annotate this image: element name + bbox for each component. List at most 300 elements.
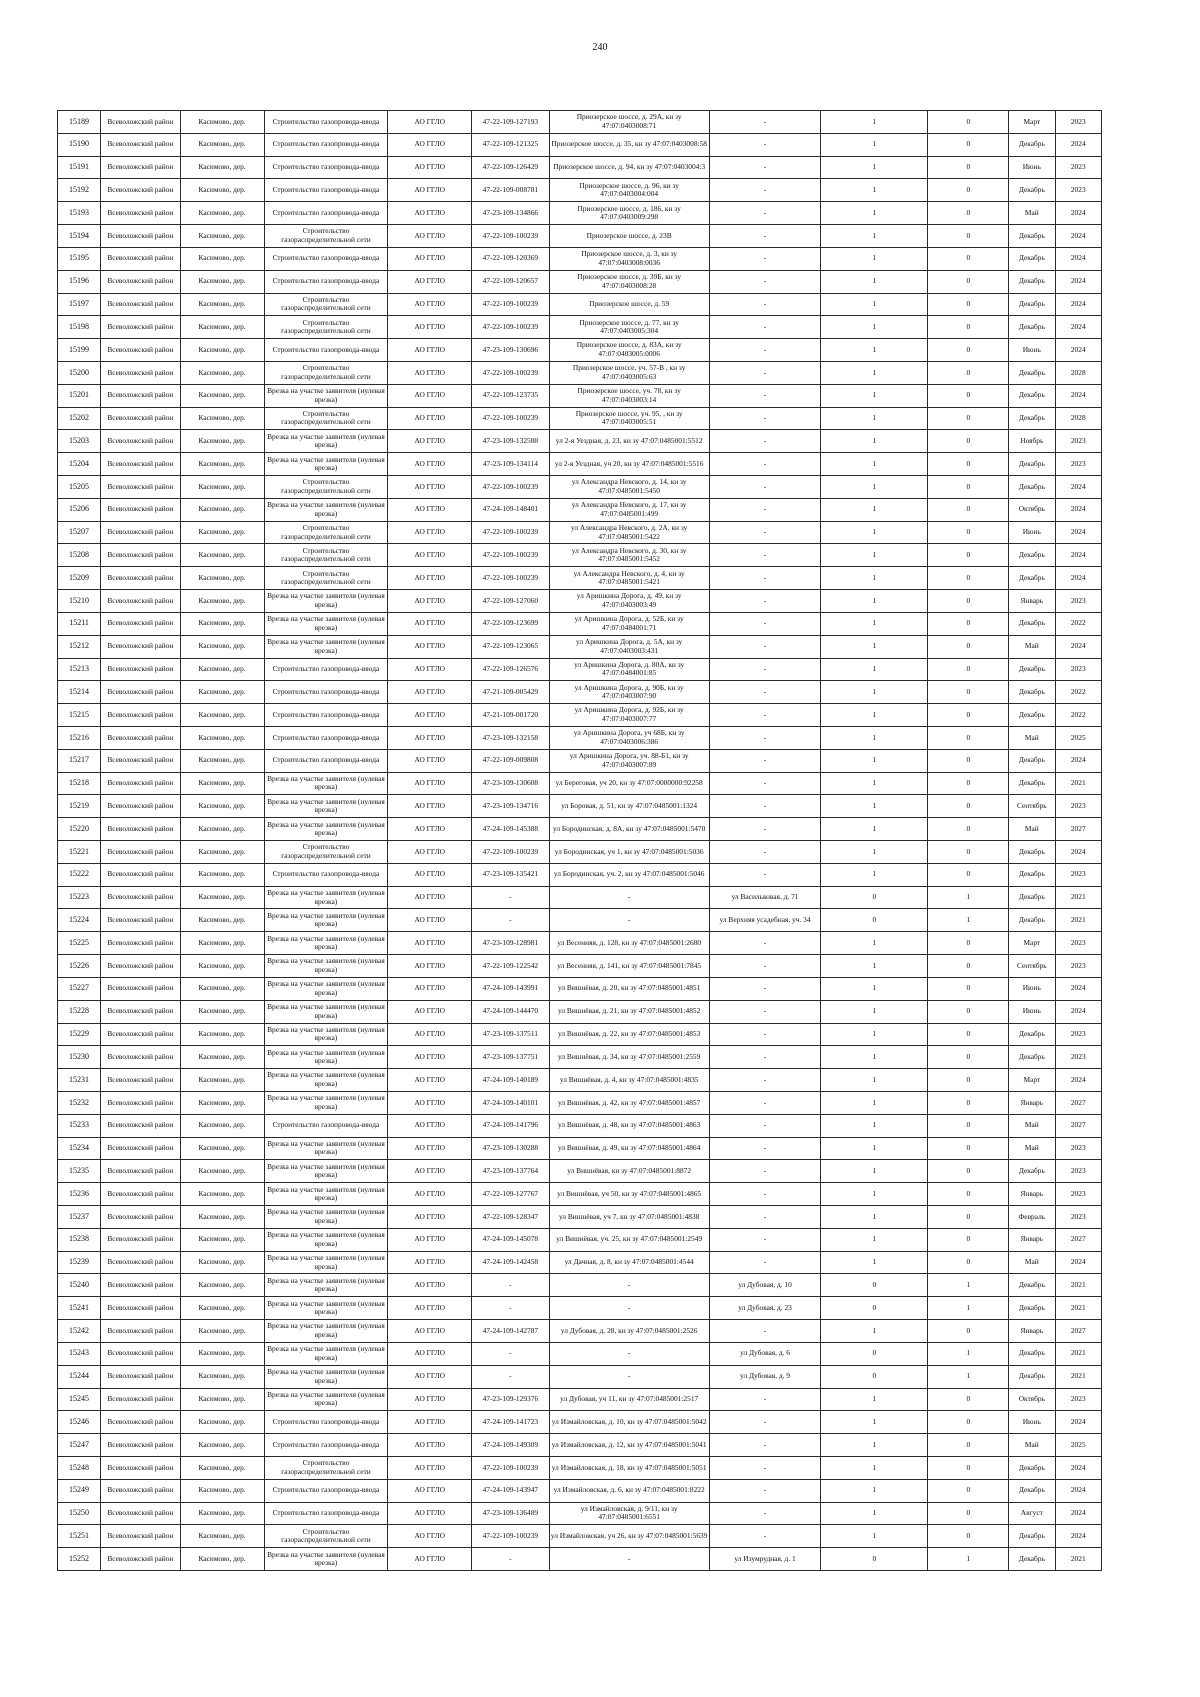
contract-number-cell: 47-22-109-100239: [472, 316, 549, 339]
contract-number-cell: 47-24-109-145388: [472, 818, 549, 841]
contract-number-cell: 47-22-109-126576: [472, 658, 549, 681]
address-cell: -: [709, 225, 821, 248]
address-cell: -: [709, 111, 821, 134]
year-cell: 2023: [1055, 1183, 1101, 1206]
year-cell: 2024: [1055, 384, 1101, 407]
address-cell: -: [709, 430, 821, 453]
settlement-cell: Касимово, дер.: [180, 156, 264, 179]
count-a-cell: 1: [821, 863, 928, 886]
address-cadastral-cell: -: [549, 1365, 709, 1388]
address-cell: -: [709, 1114, 821, 1137]
organization-cell: АО ГГЛО: [388, 726, 472, 749]
count-b-cell: 1: [928, 886, 1009, 909]
contract-number-cell: 47-22-109-100239: [472, 544, 549, 567]
district-cell: Всеволожский район: [101, 635, 181, 658]
count-b-cell: 0: [928, 1023, 1009, 1046]
contract-number-cell: 47-23-109-134114: [472, 453, 549, 476]
month-cell: Январь: [1009, 1091, 1055, 1114]
address-cell: -: [709, 955, 821, 978]
month-cell: Декабрь: [1009, 1023, 1055, 1046]
address-cell: -: [709, 247, 821, 270]
settlement-cell: Касимово, дер.: [180, 1183, 264, 1206]
address-cell: -: [709, 316, 821, 339]
address-cell: -: [709, 476, 821, 499]
settlement-cell: Касимово, дер.: [180, 339, 264, 362]
address-cadastral-cell: Приозерское шоссе, д. 83А, кн зу 47:07:0403005:0006: [549, 339, 709, 362]
count-b-cell: 0: [928, 225, 1009, 248]
contract-number-cell: 47-22-109-009808: [472, 749, 549, 772]
work-type-cell: Строительство газопровода-ввода: [264, 1479, 388, 1502]
work-type-cell: Врезка на участке заявителя (нулевая врезка): [264, 1206, 388, 1229]
work-type-cell: Врезка на участке заявителя (нулевая врезка): [264, 1388, 388, 1411]
year-cell: 2023: [1055, 111, 1101, 134]
district-cell: Всеволожский район: [101, 772, 181, 795]
settlement-cell: Касимово, дер.: [180, 1228, 264, 1251]
year-cell: 2023: [1055, 1023, 1101, 1046]
count-b-cell: 0: [928, 133, 1009, 156]
address-cadastral-cell: ул Аришкина Дорога, д. 80А, кн зу 47:07:0484001:85: [549, 658, 709, 681]
address-cadastral-cell: ул Александра Невского, д. 4, кн зу 47:07:0485001:5421: [549, 567, 709, 590]
district-cell: Всеволожский район: [101, 453, 181, 476]
year-cell: 2023: [1055, 1206, 1101, 1229]
year-cell: 2024: [1055, 521, 1101, 544]
organization-cell: АО ГГЛО: [388, 658, 472, 681]
organization-cell: АО ГГЛО: [388, 1069, 472, 1092]
address-cadastral-cell: ул Измайловская, д. 18, кн зу 47:07:0485001:5051: [549, 1456, 709, 1479]
count-b-cell: 0: [928, 1525, 1009, 1548]
row-number: 15205: [58, 476, 101, 499]
month-cell: Декабрь: [1009, 681, 1055, 704]
year-cell: 2024: [1055, 247, 1101, 270]
organization-cell: АО ГГЛО: [388, 133, 472, 156]
settlement-cell: Касимово, дер.: [180, 795, 264, 818]
district-cell: Всеволожский район: [101, 1502, 181, 1525]
contract-number-cell: 47-22-109-100239: [472, 407, 549, 430]
row-number: 15251: [58, 1525, 101, 1548]
count-a-cell: 1: [821, 818, 928, 841]
contract-number-cell: 47-22-109-127193: [472, 111, 549, 134]
count-a-cell: 1: [821, 544, 928, 567]
count-b-cell: 0: [928, 590, 1009, 613]
row-number: 15222: [58, 863, 101, 886]
organization-cell: АО ГГЛО: [388, 361, 472, 384]
district-cell: Всеволожский район: [101, 316, 181, 339]
address-cell: -: [709, 1183, 821, 1206]
address-cadastral-cell: -: [549, 1274, 709, 1297]
year-cell: 2021: [1055, 1274, 1101, 1297]
district-cell: Всеволожский район: [101, 1411, 181, 1434]
address-cell: -: [709, 339, 821, 362]
month-cell: Декабрь: [1009, 749, 1055, 772]
settlement-cell: Касимово, дер.: [180, 909, 264, 932]
district-cell: Всеволожский район: [101, 1046, 181, 1069]
settlement-cell: Касимово, дер.: [180, 498, 264, 521]
contract-number-cell: 47-23-109-132158: [472, 726, 549, 749]
settlement-cell: Касимово, дер.: [180, 316, 264, 339]
district-cell: Всеволожский район: [101, 1320, 181, 1343]
row-number: 15239: [58, 1251, 101, 1274]
count-b-cell: 0: [928, 1228, 1009, 1251]
row-number: 15209: [58, 567, 101, 590]
contract-number-cell: 47-24-109-141796: [472, 1114, 549, 1137]
work-type-cell: Врезка на участке заявителя (нулевая врезка): [264, 1320, 388, 1343]
table-row: [58, 1365, 1102, 1388]
table-row: [58, 270, 1102, 293]
count-a-cell: 1: [821, 111, 928, 134]
district-cell: Всеволожский район: [101, 179, 181, 202]
month-cell: Декабрь: [1009, 658, 1055, 681]
work-type-cell: Строительство газораспределительной сети: [264, 544, 388, 567]
work-type-cell: Строительство газопровода-ввода: [264, 179, 388, 202]
organization-cell: АО ГГЛО: [388, 202, 472, 225]
address-cell: -: [709, 156, 821, 179]
table-row: [58, 681, 1102, 704]
count-b-cell: 0: [928, 1388, 1009, 1411]
work-type-cell: Строительство газопровода-ввода: [264, 202, 388, 225]
settlement-cell: Касимово, дер.: [180, 453, 264, 476]
district-cell: Всеволожский район: [101, 202, 181, 225]
row-number: 15215: [58, 704, 101, 727]
count-a-cell: 1: [821, 133, 928, 156]
year-cell: 2023: [1055, 430, 1101, 453]
count-a-cell: 1: [821, 1434, 928, 1457]
count-a-cell: 0: [821, 1342, 928, 1365]
district-cell: Всеволожский район: [101, 407, 181, 430]
contract-number-cell: 47-22-109-126429: [472, 156, 549, 179]
settlement-cell: Касимово, дер.: [180, 1411, 264, 1434]
count-a-cell: 1: [821, 270, 928, 293]
contract-number-cell: 47-23-109-137764: [472, 1160, 549, 1183]
contract-number-cell: 47-23-109-129376: [472, 1388, 549, 1411]
contract-number-cell: 47-22-109-100239: [472, 521, 549, 544]
table-row: [58, 498, 1102, 521]
settlement-cell: Касимово, дер.: [180, 681, 264, 704]
row-number: 15227: [58, 977, 101, 1000]
organization-cell: АО ГГЛО: [388, 521, 472, 544]
settlement-cell: Касимово, дер.: [180, 1274, 264, 1297]
year-cell: 2023: [1055, 932, 1101, 955]
contract-number-cell: 47-23-109-135421: [472, 863, 549, 886]
address-cadastral-cell: -: [549, 1342, 709, 1365]
count-b-cell: 0: [928, 841, 1009, 864]
contract-number-cell: 47-24-109-148401: [472, 498, 549, 521]
address-cadastral-cell: Приозерское шоссе, д. 96, кн зу 47:07:0403004:004: [549, 179, 709, 202]
count-a-cell: 1: [821, 179, 928, 202]
work-type-cell: Врезка на участке заявителя (нулевая врезка): [264, 635, 388, 658]
organization-cell: АО ГГЛО: [388, 749, 472, 772]
row-number: 15240: [58, 1274, 101, 1297]
year-cell: 2027: [1055, 1320, 1101, 1343]
year-cell: 2024: [1055, 1411, 1101, 1434]
work-type-cell: Строительство газораспределительной сети: [264, 567, 388, 590]
work-type-cell: Врезка на участке заявителя (нулевая врезка): [264, 886, 388, 909]
work-type-cell: Врезка на участке заявителя (нулевая врезка): [264, 1091, 388, 1114]
address-cadastral-cell: -: [549, 886, 709, 909]
month-cell: Декабрь: [1009, 1479, 1055, 1502]
organization-cell: АО ГГЛО: [388, 704, 472, 727]
table-row: [58, 476, 1102, 499]
row-number: 15204: [58, 453, 101, 476]
row-number: 15235: [58, 1160, 101, 1183]
count-a-cell: 1: [821, 567, 928, 590]
table-row: [58, 247, 1102, 270]
count-b-cell: 0: [928, 179, 1009, 202]
work-type-cell: Врезка на участке заявителя (нулевая врезка): [264, 1160, 388, 1183]
contract-number-cell: 47-21-109-005429: [472, 681, 549, 704]
month-cell: Декабрь: [1009, 225, 1055, 248]
year-cell: 2024: [1055, 1069, 1101, 1092]
settlement-cell: Касимово, дер.: [180, 430, 264, 453]
settlement-cell: Касимово, дер.: [180, 1069, 264, 1092]
contract-number-cell: 47-22-109-120657: [472, 270, 549, 293]
row-number: 15237: [58, 1206, 101, 1229]
address-cell: -: [709, 179, 821, 202]
district-cell: Всеволожский район: [101, 498, 181, 521]
district-cell: Всеволожский район: [101, 247, 181, 270]
address-cell: ул Дубовая, д. 23: [709, 1297, 821, 1320]
count-a-cell: 1: [821, 430, 928, 453]
address-cadastral-cell: ул Бородинская, уч. 2, кн зу 47:07:0485001:5046: [549, 863, 709, 886]
work-type-cell: Врезка на участке заявителя (нулевая врезка): [264, 1342, 388, 1365]
address-cell: -: [709, 658, 821, 681]
count-a-cell: 1: [821, 384, 928, 407]
address-cell: -: [709, 133, 821, 156]
count-a-cell: 1: [821, 932, 928, 955]
address-cadastral-cell: ул Весенняя, д. 128, кн зу 47:07:0485001:2680: [549, 932, 709, 955]
year-cell: 2021: [1055, 1342, 1101, 1365]
year-cell: 2023: [1055, 1137, 1101, 1160]
address-cell: -: [709, 453, 821, 476]
work-type-cell: Строительство газораспределительной сети: [264, 1525, 388, 1548]
settlement-cell: Касимово, дер.: [180, 293, 264, 316]
month-cell: Январь: [1009, 590, 1055, 613]
table-row: [58, 1251, 1102, 1274]
organization-cell: АО ГГЛО: [388, 886, 472, 909]
district-cell: Всеволожский район: [101, 225, 181, 248]
organization-cell: АО ГГЛО: [388, 1137, 472, 1160]
row-number: 15218: [58, 772, 101, 795]
count-b-cell: 0: [928, 955, 1009, 978]
count-a-cell: 1: [821, 407, 928, 430]
table-row: [58, 430, 1102, 453]
month-cell: Декабрь: [1009, 316, 1055, 339]
organization-cell: АО ГГЛО: [388, 1365, 472, 1388]
month-cell: Декабрь: [1009, 1342, 1055, 1365]
count-a-cell: 1: [821, 1206, 928, 1229]
work-type-cell: Строительство газораспределительной сети: [264, 476, 388, 499]
count-a-cell: 1: [821, 681, 928, 704]
year-cell: 2023: [1055, 453, 1101, 476]
month-cell: Декабрь: [1009, 886, 1055, 909]
address-cell: -: [709, 932, 821, 955]
count-b-cell: 0: [928, 1206, 1009, 1229]
row-number: 15197: [58, 293, 101, 316]
table-row: [58, 1091, 1102, 1114]
work-type-cell: Строительство газопровода-ввода: [264, 1502, 388, 1525]
table-row: [58, 156, 1102, 179]
count-b-cell: 0: [928, 1046, 1009, 1069]
row-number: 15202: [58, 407, 101, 430]
count-a-cell: 1: [821, 1137, 928, 1160]
count-a-cell: 0: [821, 1274, 928, 1297]
row-number: 15224: [58, 909, 101, 932]
month-cell: Декабрь: [1009, 476, 1055, 499]
contract-number-cell: 47-23-109-130696: [472, 339, 549, 362]
table-row: [58, 111, 1102, 134]
work-type-cell: Врезка на участке заявителя (нулевая врезка): [264, 590, 388, 613]
count-b-cell: 0: [928, 1251, 1009, 1274]
table-row: [58, 1183, 1102, 1206]
count-a-cell: 1: [821, 841, 928, 864]
organization-cell: АО ГГЛО: [388, 977, 472, 1000]
count-b-cell: 0: [928, 476, 1009, 499]
district-cell: Всеволожский район: [101, 863, 181, 886]
row-number: 15249: [58, 1479, 101, 1502]
work-type-cell: Строительство газопровода-ввода: [264, 133, 388, 156]
count-b-cell: 0: [928, 612, 1009, 635]
organization-cell: АО ГГЛО: [388, 590, 472, 613]
district-cell: Всеволожский район: [101, 111, 181, 134]
year-cell: 2027: [1055, 1091, 1101, 1114]
district-cell: Всеволожский район: [101, 977, 181, 1000]
month-cell: Январь: [1009, 1183, 1055, 1206]
district-cell: Всеволожский район: [101, 658, 181, 681]
row-number: 15252: [58, 1548, 101, 1571]
district-cell: Всеволожский район: [101, 1434, 181, 1457]
contract-number-cell: 47-22-109-123699: [472, 612, 549, 635]
count-b-cell: 1: [928, 1365, 1009, 1388]
organization-cell: АО ГГЛО: [388, 1320, 472, 1343]
count-a-cell: 1: [821, 726, 928, 749]
month-cell: Май: [1009, 1251, 1055, 1274]
organization-cell: АО ГГЛО: [388, 1411, 472, 1434]
settlement-cell: Касимово, дер.: [180, 202, 264, 225]
count-b-cell: 0: [928, 1000, 1009, 1023]
row-number: 15206: [58, 498, 101, 521]
table-row: [58, 795, 1102, 818]
organization-cell: АО ГГЛО: [388, 476, 472, 499]
organization-cell: АО ГГЛО: [388, 1456, 472, 1479]
district-cell: Всеволожский район: [101, 156, 181, 179]
district-cell: Всеволожский район: [101, 339, 181, 362]
row-number: 15248: [58, 1456, 101, 1479]
contract-number-cell: 47-24-109-140101: [472, 1091, 549, 1114]
row-number: 15247: [58, 1434, 101, 1457]
organization-cell: АО ГГЛО: [388, 1297, 472, 1320]
settlement-cell: Касимово, дер.: [180, 1388, 264, 1411]
address-cadastral-cell: ул Аришкина Дорога, д. 52Б, кн зу 47:07:0484001:71: [549, 612, 709, 635]
month-cell: Февраль: [1009, 1206, 1055, 1229]
settlement-cell: Касимово, дер.: [180, 932, 264, 955]
address-cadastral-cell: ул Аришкина Дорога, д. 5А, кн зу 47:07:0403003:431: [549, 635, 709, 658]
count-b-cell: 0: [928, 1411, 1009, 1434]
work-type-cell: Врезка на участке заявителя (нулевая врезка): [264, 955, 388, 978]
year-cell: 2021: [1055, 1548, 1101, 1571]
organization-cell: АО ГГЛО: [388, 1525, 472, 1548]
table-row: [58, 772, 1102, 795]
row-number: 15230: [58, 1046, 101, 1069]
count-a-cell: 1: [821, 247, 928, 270]
count-a-cell: 1: [821, 590, 928, 613]
address-cadastral-cell: ул Аришкина Дорога, д. 90Б, кн зу 47:07:0403007:90: [549, 681, 709, 704]
count-b-cell: 0: [928, 293, 1009, 316]
work-type-cell: Врезка на участке заявителя (нулевая врезка): [264, 1251, 388, 1274]
address-cell: -: [709, 1000, 821, 1023]
month-cell: Декабрь: [1009, 863, 1055, 886]
count-a-cell: 1: [821, 749, 928, 772]
row-number: 15216: [58, 726, 101, 749]
organization-cell: АО ГГЛО: [388, 1183, 472, 1206]
row-number: 15221: [58, 841, 101, 864]
address-cadastral-cell: ул Аришкина Дорога, д. 49, кн зу 47:07:0403003:49: [549, 590, 709, 613]
district-cell: Всеволожский район: [101, 1114, 181, 1137]
settlement-cell: Касимово, дер.: [180, 635, 264, 658]
address-cadastral-cell: Приозерское шоссе, д. 3, кн зу 47:07:0403008:0036: [549, 247, 709, 270]
address-cell: -: [709, 1046, 821, 1069]
year-cell: 2021: [1055, 886, 1101, 909]
district-cell: Всеволожский район: [101, 955, 181, 978]
count-a-cell: 0: [821, 1297, 928, 1320]
address-cell: -: [709, 498, 821, 521]
work-type-cell: Строительство газопровода-ввода: [264, 1114, 388, 1137]
count-a-cell: 1: [821, 1160, 928, 1183]
settlement-cell: Касимово, дер.: [180, 1434, 264, 1457]
address-cell: -: [709, 361, 821, 384]
month-cell: Декабрь: [1009, 1525, 1055, 1548]
year-cell: 2024: [1055, 498, 1101, 521]
table-row: [58, 133, 1102, 156]
month-cell: Март: [1009, 1069, 1055, 1092]
settlement-cell: Касимово, дер.: [180, 863, 264, 886]
work-type-cell: Строительство газораспределительной сети: [264, 293, 388, 316]
district-cell: Всеволожский район: [101, 1342, 181, 1365]
contract-number-cell: 47-24-109-143947: [472, 1479, 549, 1502]
district-cell: Всеволожский район: [101, 567, 181, 590]
address-cell: ул Верхняя усадебная, уч. 34: [709, 909, 821, 932]
year-cell: 2023: [1055, 955, 1101, 978]
count-b-cell: 0: [928, 1114, 1009, 1137]
address-cell: -: [709, 1160, 821, 1183]
year-cell: 2024: [1055, 225, 1101, 248]
work-type-cell: Врезка на участке заявителя (нулевая врезка): [264, 932, 388, 955]
count-b-cell: 0: [928, 430, 1009, 453]
year-cell: 2024: [1055, 1525, 1101, 1548]
work-type-cell: Врезка на участке заявителя (нулевая врезка): [264, 1228, 388, 1251]
settlement-cell: Касимово, дер.: [180, 886, 264, 909]
organization-cell: АО ГГЛО: [388, 955, 472, 978]
address-cell: -: [709, 544, 821, 567]
settlement-cell: Касимово, дер.: [180, 1206, 264, 1229]
address-cadastral-cell: ул Вишнёвая, д. 34, кн зу 47:07:0485001:2559: [549, 1046, 709, 1069]
table-row: [58, 1411, 1102, 1434]
organization-cell: АО ГГЛО: [388, 247, 472, 270]
address-cadastral-cell: -: [549, 1297, 709, 1320]
count-b-cell: 0: [928, 635, 1009, 658]
month-cell: Декабрь: [1009, 704, 1055, 727]
contract-number-cell: 47-22-109-120369: [472, 247, 549, 270]
count-b-cell: 0: [928, 339, 1009, 362]
row-number: 15201: [58, 384, 101, 407]
settlement-cell: Касимово, дер.: [180, 1114, 264, 1137]
address-cell: -: [709, 1456, 821, 1479]
address-cell: -: [709, 1479, 821, 1502]
row-number: 15250: [58, 1502, 101, 1525]
organization-cell: АО ГГЛО: [388, 453, 472, 476]
district-cell: Всеволожский район: [101, 704, 181, 727]
count-a-cell: 1: [821, 1411, 928, 1434]
contract-number-cell: 47-22-109-100239: [472, 1456, 549, 1479]
organization-cell: АО ГГЛО: [388, 1479, 472, 1502]
